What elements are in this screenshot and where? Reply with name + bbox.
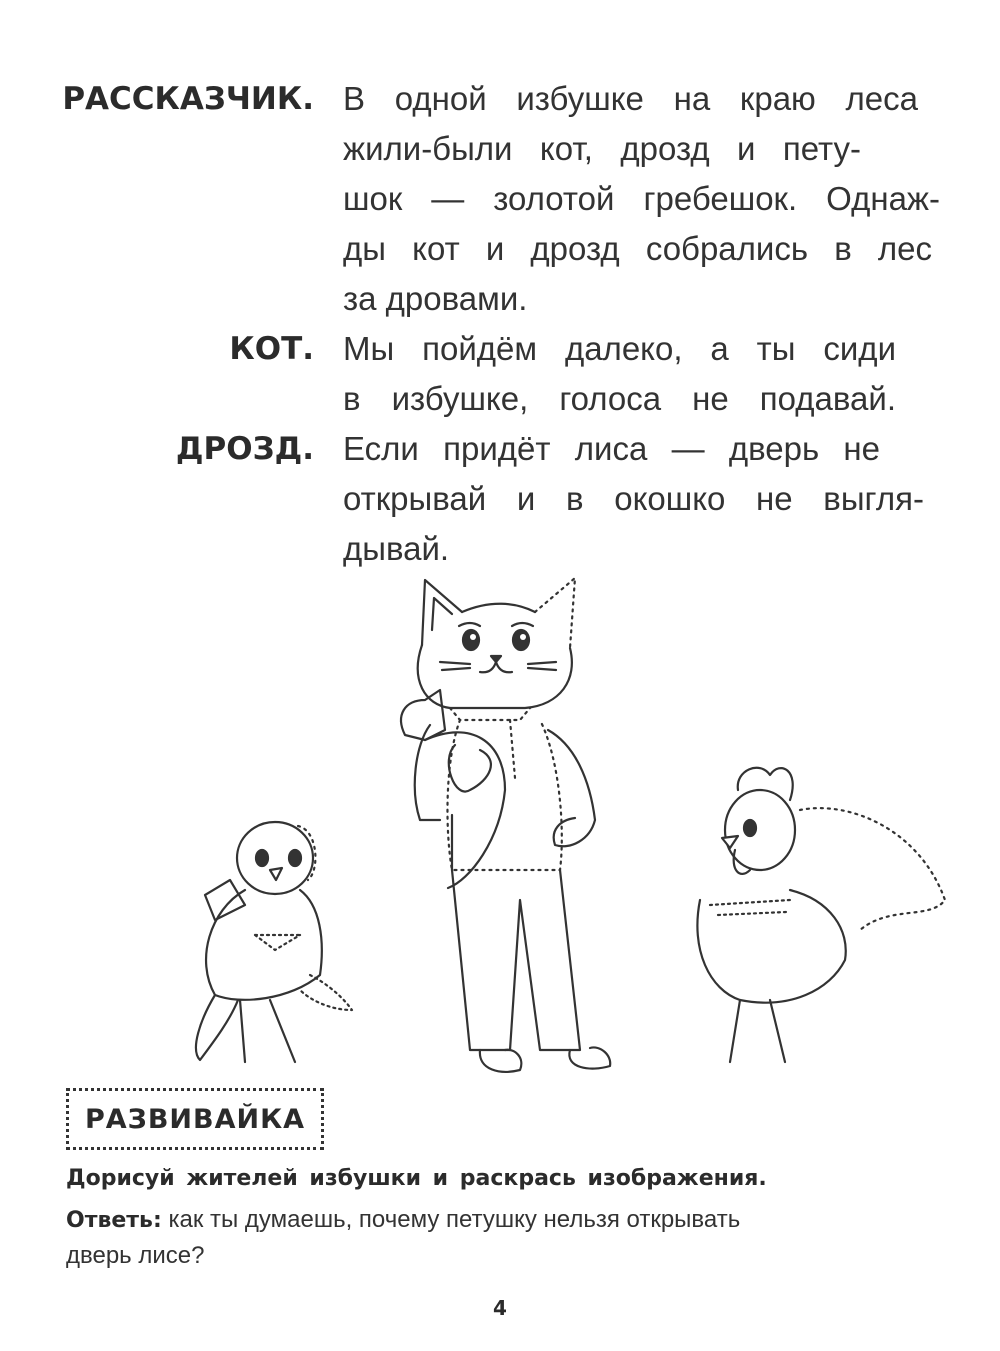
narrator-line-3: шок — золотой гребешок. Однаж-	[343, 180, 940, 217]
thrush-line-2: открывай и в окошко не выгля-	[343, 480, 924, 517]
rooster-figure	[697, 768, 945, 1062]
narrator-line-1: В одной избушке на краю леса	[343, 80, 918, 117]
answer-label: Ответь:	[66, 1208, 162, 1233]
narrator-line-2: жили-были кот, дрозд и пету-	[343, 130, 861, 167]
speaker-narrator: РАССКАЗЧИК.	[62, 81, 314, 117]
answer-line-1	[66, 1202, 932, 1239]
narrator-line-4: ды кот и дрозд собрались в лес	[343, 230, 932, 267]
section-title: РАЗВИВАЙКА	[84, 1104, 306, 1135]
thrush-figure	[196, 822, 352, 1062]
section-badge	[66, 1088, 324, 1150]
narrator-line-5: за дровами.	[343, 280, 528, 317]
cat-line-2: в избушке, голоса не подавай.	[343, 380, 896, 417]
answer-line-2: дверь лисе?	[66, 1242, 205, 1269]
speaker-cat: КОТ.	[229, 331, 314, 367]
page-number: 4	[493, 1296, 507, 1320]
thrush-line-3: дывай.	[343, 530, 450, 567]
thrush-line-1: Если придёт лиса — дверь не	[343, 430, 880, 467]
cat-line-1: Мы пойдём далеко, а ты сиди	[343, 330, 896, 367]
illustration	[0, 560, 1000, 1100]
answer-text: как ты думаешь, почему петушку нельзя открывать	[168, 1206, 741, 1233]
task-text: Дорисуй жителей избушки и раскрась изображения.	[66, 1166, 767, 1191]
cat-figure	[401, 578, 610, 1072]
speaker-thrush: ДРОЗД.	[175, 431, 314, 467]
